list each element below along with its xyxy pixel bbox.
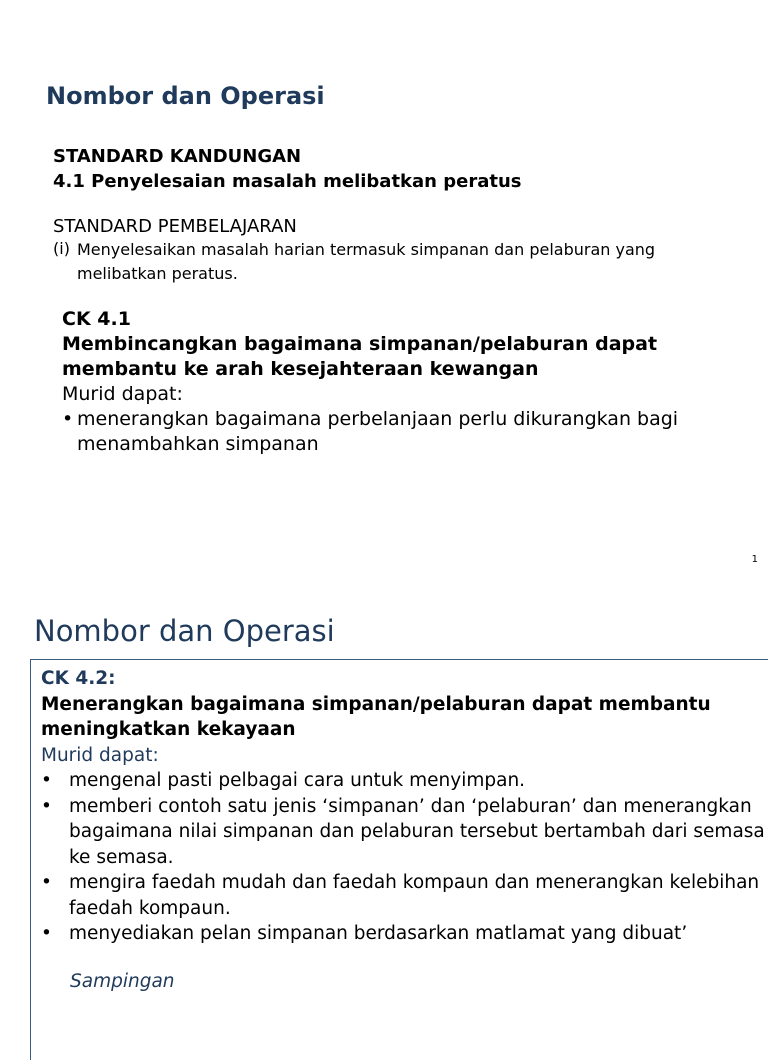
- list-item-text: mengira faedah mudah dan faedah kompaun dan menerangkan kelebihan faedah kompaun.: [69, 872, 760, 919]
- ck-4-2-block: [41, 666, 768, 994]
- murid-dapat-label: Murid dapat:: [41, 744, 159, 766]
- list-item: [41, 870, 768, 921]
- murid-dapat-label: Murid dapat:: [62, 383, 183, 405]
- bullet-icon: •: [41, 770, 52, 791]
- bullet-icon: •: [41, 795, 52, 817]
- ck-title: Menerangkan bagaimana simpanan/pelaburan dapat membantu meningkatkan kekayaan: [41, 693, 711, 740]
- list-item-text: menerangkan bagaimana perbelanjaan perlu dikurangkan bagi menambahkan simpanan: [77, 408, 679, 455]
- standard-pembelajaran-item: [53, 238, 737, 286]
- list-item: [41, 921, 768, 947]
- bullet-icon: •: [62, 408, 74, 430]
- bullet-icon: •: [41, 872, 52, 893]
- list-item-text: mengenal pasti pelbagai cara untuk menyimpan.: [69, 770, 526, 791]
- list-item-text: menyediakan pelan simpanan berdasarkan matlamat yang dibuat’: [69, 923, 688, 944]
- item-number: (i): [53, 239, 70, 258]
- standard-pembelajaran: [53, 216, 737, 286]
- sampingan-label: Sampingan: [70, 970, 175, 992]
- ck-code: CK 4.2:: [41, 668, 116, 689]
- ck-4-1-block: [62, 307, 752, 457]
- list-item: [62, 407, 752, 457]
- slide-title: Nombor dan Operasi: [46, 82, 325, 110]
- content-box: [30, 659, 768, 1060]
- item-text: Menyelesaikan masalah harian termasuk simpanan dan pelaburan yang melibatkan peratus.: [77, 240, 656, 283]
- standard-kandungan-title: STANDARD KANDUNGAN: [53, 146, 302, 167]
- slide-2: [0, 598, 768, 1024]
- slide-title: Nombor dan Operasi: [34, 614, 335, 648]
- bullet-icon: •: [41, 923, 52, 944]
- page-number: 1: [751, 554, 758, 565]
- ck-code: CK 4.1: [62, 308, 131, 330]
- list-item: [41, 794, 768, 871]
- standard-pembelajaran-title: STANDARD PEMBELAJARAN: [53, 216, 297, 237]
- standard-kandungan-subtitle: 4.1 Penyelesaian masalah melibatkan peratus: [53, 171, 522, 192]
- standard-kandungan: [53, 144, 522, 194]
- ck-title: Membincangkan bagaimana simpanan/pelaburan dapat membantu ke arah kesejahteraan kewangan: [62, 333, 658, 380]
- list-item-text: memberi contoh satu jenis ‘simpanan’ dan ‘pelaburan’ dan menerangkan bagaimana nilai simpanan dan pelaburan tersebut bertambah dari semasa ke semasa.: [69, 795, 765, 868]
- list-item: [41, 768, 768, 794]
- bullet-list: [41, 768, 768, 947]
